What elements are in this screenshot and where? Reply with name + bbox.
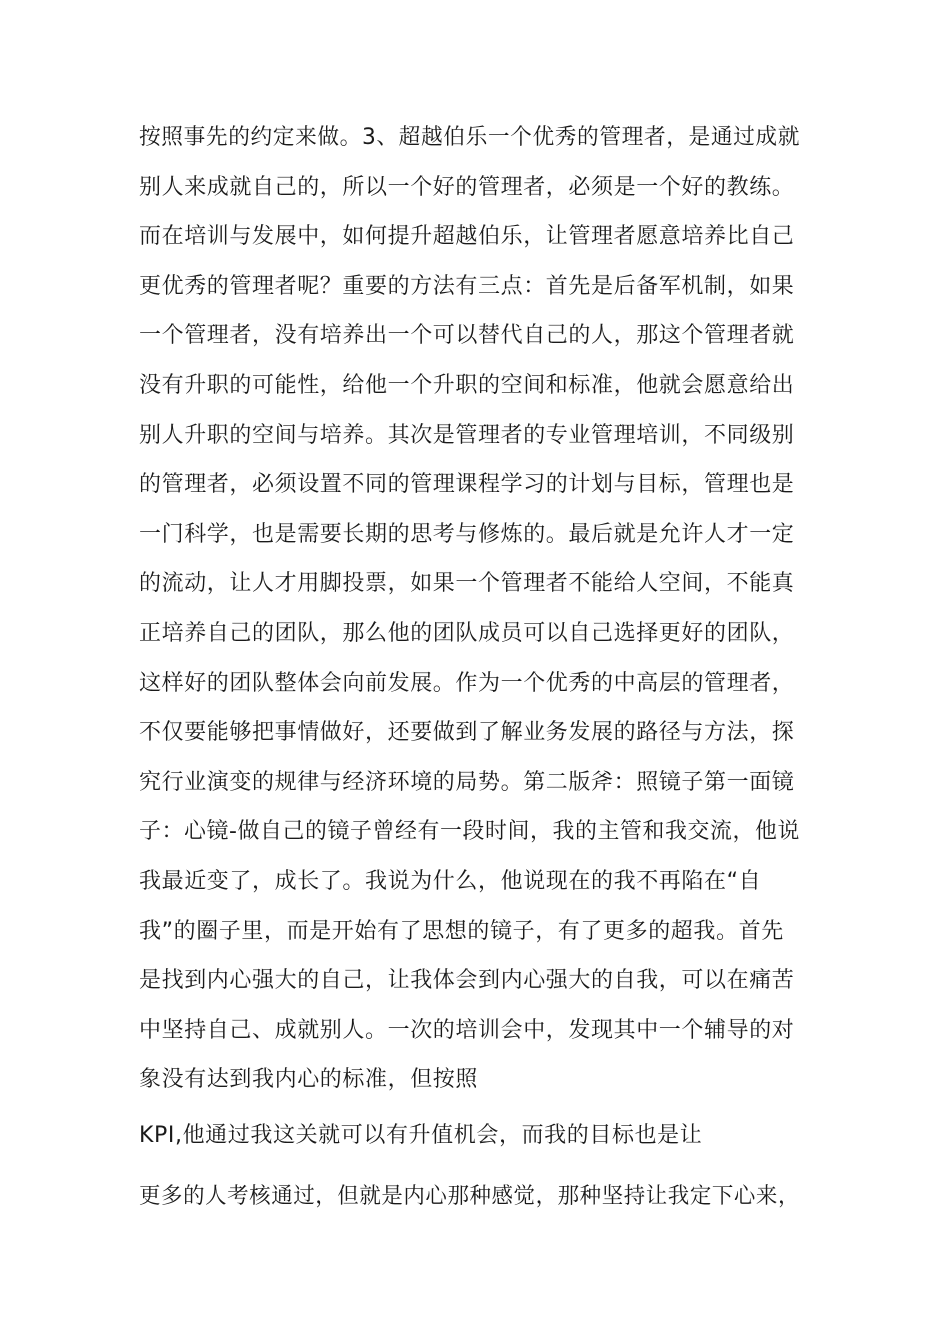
- text-line: 更多的人考核通过，但就是内心那种感觉，那种坚持让我定下心来，: [139, 1184, 800, 1209]
- text-line: 一门科学，也是需要长期的思考与修炼的。最后就是允许人才一定: [139, 522, 795, 547]
- text-line: 我最近变了，成长了。我说为什么，他说现在的我不再陷在“自: [139, 869, 762, 894]
- text-line: 究行业演变的规律与经济环境的局势。第二版斧：照镜子第一面镜: [139, 770, 795, 795]
- text-line: 没有升职的可能性，给他一个升职的空间和标准，他就会愿意给出: [139, 373, 795, 398]
- text-line: 正培养自己的团队，那么他的团队成员可以自己选择更好的团队，: [139, 621, 795, 646]
- text-line: 中坚持自己、成就别人。一次的培训会中，发现其中一个辅导的对: [139, 1018, 795, 1043]
- text-line: 而在培训与发展中，如何提升超越伯乐，让管理者愿意培养比自己: [139, 224, 795, 249]
- text-line: 按照事先的约定来做。3、超越伯乐一个优秀的管理者，是通过成就: [139, 125, 801, 150]
- text-line: 一个管理者，没有培养出一个可以替代自己的人，那这个管理者就: [139, 323, 795, 348]
- text-line: 这样好的团队整体会向前发展。作为一个优秀的中高层的管理者，: [139, 671, 795, 696]
- text-line: 别人升职的空间与培养。其次是管理者的专业管理培训，不同级别: [139, 423, 795, 448]
- text-line: 是找到内心强大的自己，让我体会到内心强大的自我，可以在痛苦: [139, 968, 795, 993]
- text-line: 子：心镜-做自己的镜子曾经有一段时间，我的主管和我交流，他说: [139, 819, 800, 844]
- text-line: 的流动，让人才用脚投票，如果一个管理者不能给人空间，不能真: [139, 571, 795, 596]
- text-line: 更优秀的管理者呢？重要的方法有三点：首先是后备军机制，如果: [139, 274, 795, 299]
- text-line: 不仅要能够把事情做好，还要做到了解业务发展的路径与方法，探: [139, 720, 795, 745]
- text-line: 象没有达到我内心的标准，但按照: [139, 1067, 479, 1092]
- text-line: 别人来成就自己的，所以一个好的管理者，必须是一个好的教练。: [139, 175, 795, 200]
- text-line: 我”的圈子里，而是开始有了思想的镜子，有了更多的超我。首先: [139, 919, 784, 944]
- text-line: 的管理者，必须设置不同的管理课程学习的计划与目标，管理也是: [139, 472, 795, 497]
- text-line: KPI,他通过我这关就可以有升值机会，而我的目标也是让: [139, 1123, 703, 1148]
